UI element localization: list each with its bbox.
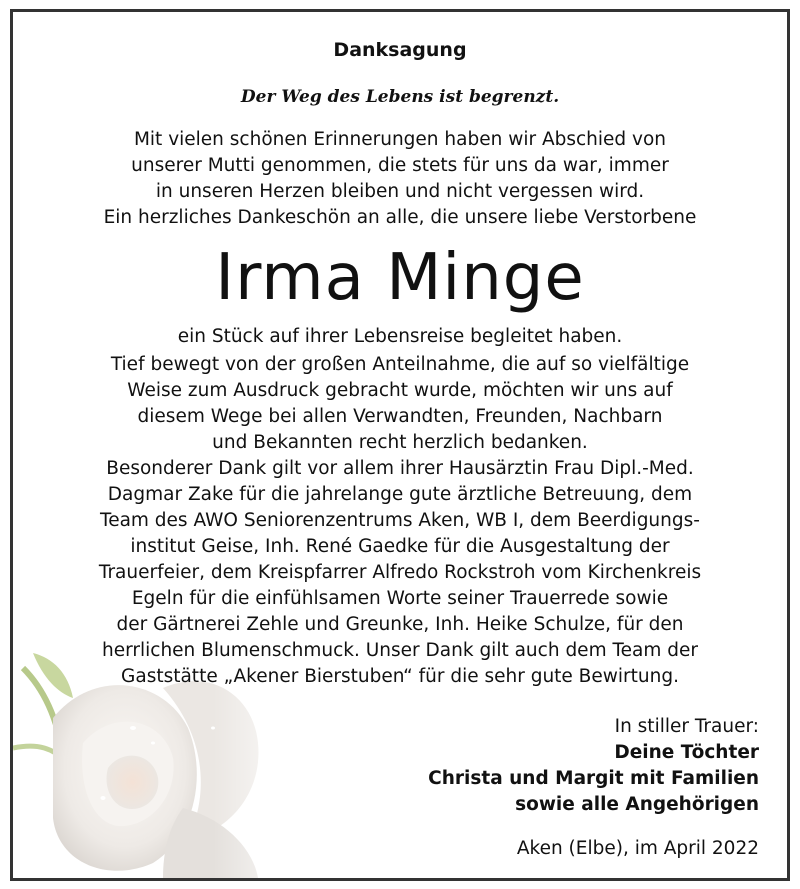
motto: Der Weg des Lebens ist begrenzt.: [240, 87, 560, 107]
signature-line: Christa und Margit mit Familien: [428, 768, 759, 789]
text-line: institut Geise, Inh. René Gaedke für die Ausgestaltung der: [130, 536, 670, 557]
intro-paragraph: [13, 127, 787, 231]
text-line: und Bekannten recht herzlich bedanken.: [212, 432, 588, 453]
signature-block: [339, 714, 759, 818]
signature-line: Deine Töchter: [614, 742, 759, 763]
text-line: in unseren Herzen bleiben und nicht vergessen wird.: [155, 181, 645, 202]
text-line: Gaststätte „Akener Bierstuben“ für die sehr gute Bewirtung.: [121, 666, 679, 687]
signature-line: sowie alle Angehörigen: [515, 794, 759, 815]
heading: Danksagung: [333, 39, 467, 61]
text-line: Dagmar Zake für die jahrelange gute ärztliche Betreuung, dem: [107, 484, 693, 505]
signature-intro: In stiller Trauer:: [614, 716, 759, 737]
text-line: Ein herzliches Dankeschön an alle, die unsere liebe Verstorbene: [103, 207, 697, 228]
text-line: Tief bewegt von der großen Anteilnahme, die auf so vielfältige: [110, 354, 690, 375]
text-line: Trauerfeier, dem Kreispfarrer Alfredo Rockstroh vom Kirchenkreis: [98, 562, 702, 583]
text-line: Weise zum Ausdruck gebracht wurde, möchten wir uns auf: [127, 380, 673, 401]
place-date: Aken (Elbe), im April 2022: [516, 838, 759, 859]
text-line: Mit vielen schönen Erinnerungen haben wir Abschied von: [133, 129, 667, 150]
deceased-name: Irma Minge: [215, 241, 585, 315]
text-line: Team des AWO Seniorenzentrums Aken, WB I, dem Beerdigungs-: [100, 510, 700, 531]
text-line: der Gärtnerei Zehle und Greunke, Inh. Heike Schulze, für den: [116, 614, 684, 635]
text-line: Besonderer Dank gilt vor allem ihrer Hausärztin Frau Dipl.-Med.: [106, 458, 694, 479]
obituary-card: [10, 9, 790, 881]
after-name-line: ein Stück auf ihrer Lebensreise begleitet haben.: [177, 326, 623, 347]
text-line: unserer Mutti genommen, die stets für uns da war, immer: [131, 155, 669, 176]
text-line: diesem Wege bei allen Verwandten, Freunden, Nachbarn: [137, 406, 663, 427]
text-line: herrlichen Blumenschmuck. Unser Dank gilt auch dem Team der: [102, 640, 698, 661]
thanks-paragraph: [13, 352, 787, 690]
text-line: Egeln für die einfühlsamen Worte seiner Trauerrede sowie: [131, 588, 669, 609]
